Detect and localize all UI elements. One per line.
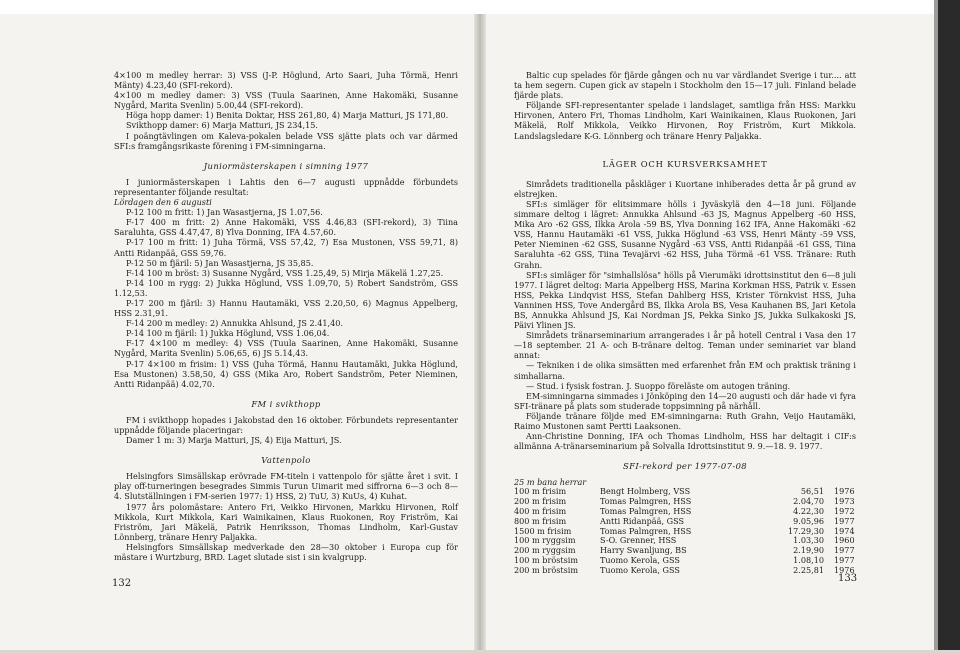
camp-paragraph: Ann-Christine Donning, IFA och Thomas Lindholm, HSS har deltagit i CIF:s allmänna A-tränarseminarium på Solvalla Idrottsinstitut 9. 9.—18. 9. 1977.: [514, 431, 856, 452]
result-line: F-14 200 m medley: 2) Annukka Ahlsund, JS 2.41,40.: [126, 318, 343, 329]
intro-line: I poängtävlingen om Kaleva-pokalen belade VSS sjätte plats och var därmed SFI:s framgångsrikaste förening i FM-simningarna.: [114, 130, 458, 151]
result-line: P-17 100 m fritt: 1) Juha Törmä, VSS 57,42, 7) Esa Mustonen, VSS 59,71, 8) Antti Ridanpää, GSS 59,76.: [114, 237, 458, 258]
vattenpolo-paragraph: Helsingfors Simsällskap medverkade den 28—30 oktober i Europa cup för mästare i Wurtzburg, BRD. Laget slutade sist i sin kvalgrupp.: [114, 541, 458, 563]
result-line: P-12 100 m fritt: 1) Jan Wasastjerna, JS 1.07,56.: [126, 207, 323, 218]
record-holder: S-O. Grenner, HSS: [600, 535, 677, 546]
record-holder: Tuomo Kerola, GSS: [600, 564, 680, 575]
record-time: 2.19,90: [793, 545, 824, 556]
record-event: 100 m frisim: [514, 486, 567, 497]
camp-paragraph: — Stud. i fysisk fostran. J. Suoppo föreläste om autogen träning.: [526, 380, 791, 391]
record-time: 9.05,96: [793, 515, 824, 526]
vattenpolo-paragraph: Helsingfors Simsällskap erövrade FM-titeln i vattenpolo för sjätte året i svit. I play off-turneringen besegrades Simmis Turun Uimarit med siffrorna 6—3 och 8—4. Slutställningen i FM-serien 1977: 1) HSS, 2) TuU, 3) KuUs, 4) Kuhat.: [114, 471, 458, 502]
result-line: P-14 100 m rygg: 2) Jukka Höglund, VSS 1.09,70, 5) Robert Sandström, GSS 1.12,53.: [114, 277, 458, 298]
record-holder: Antti Ridanpää, GSS: [600, 515, 685, 526]
result-line: F-17 400 m fritt: 2) Anne Hakomäki, VSS 4.46,83 (SFI-rekord), 3) Tiina Saraluhta, GSS 4.47,47, 8) Ylva Donning, IFA 4.57,60.: [114, 217, 458, 238]
book-gutter: [474, 14, 486, 654]
right-page: [514, 70, 856, 576]
page-number-left: 132: [112, 578, 132, 589]
record-subheading: 25 m bana herrar: [514, 477, 587, 488]
junior-subheading: Lördagen den 6 augusti: [114, 197, 212, 208]
svikthopp-heading: FM i svikthopp: [251, 398, 321, 409]
record-year: 1977: [834, 545, 855, 556]
record-holder: Tomas Palmgren, HSS: [600, 525, 692, 536]
record-year: 1974: [834, 525, 855, 536]
page-number-right: 133: [838, 573, 858, 584]
camp-paragraph: Följande tränare följde med EM-simningarna: Ruth Grahn, Veijo Hautamäki, Raimo Mustonen samt Pertti Laaksonen.: [514, 410, 856, 431]
record-time: 1.03,30: [793, 535, 824, 546]
record-year: 1976: [834, 564, 855, 575]
intro-line: Höga hopp damer: 1) Benita Doktar, HSS 261,80, 4) Marja Matturi, JS 171,80.: [126, 110, 449, 121]
record-time: 17.29,30: [787, 525, 824, 536]
record-year: 1973: [834, 496, 855, 507]
record-table: [514, 487, 856, 575]
record-year: 1977: [834, 555, 855, 566]
junior-heading: Juniormästerskapen i simning 1977: [203, 160, 369, 171]
record-year: 1960: [834, 535, 855, 546]
record-time: 56,51: [800, 486, 824, 497]
record-year: 1976: [834, 486, 855, 497]
top-paragraph: Följande SFI-representanter spelade i landslaget, samtliga från HSS: Markku Hirvonen, Antero Fri, Thomas Lindholm, Kari Wainikainen, Klaus Ruokonen, Jari Mäkelä, Rolf Mikkola, Veikko Hirvonen, Roy Friström, Kurt Mikkola. Landslagsledare K-G. Lönnberg och tränare Henry Paljakka.: [514, 100, 856, 141]
result-line: F-14 100 m bröst: 3) Susanne Nygård, VSS 1.25,49, 5) Mirja Mäkelä 1.27,25.: [126, 267, 444, 278]
result-line: P-17 4×100 m frisim: 1) VSS (Juha Törmä, Hannu Hautamäki, Jukka Höglund, Esa Mustonen) 3.58,50, 4) GSS (Mika Aro, Robert Sandström, Peter Nieminen, Antti Ridanpää) 4.02,70.: [114, 358, 458, 389]
record-event: 1500 m frisim: [514, 525, 572, 536]
record-year: 1977: [834, 515, 855, 526]
record-holder: Tuomo Kerola, GSS: [600, 555, 680, 566]
record-event: 200 m bröstsim: [514, 564, 579, 575]
record-time: 4.22,30: [793, 506, 824, 517]
result-line: P-17 200 m fjäril: 3) Hannu Hautamäki, VSS 2.20,50, 6) Magnus Appelberg, HSS 2.31,91.: [114, 297, 458, 319]
left-page: [114, 70, 458, 562]
svikthopp-text: FM i svikthopp hopades i Jakobstad den 16 oktober. Förbundets representanter uppnådde följande placeringar:: [114, 414, 458, 435]
record-time: 2.04,70: [793, 496, 824, 507]
bottom-edge: [0, 650, 960, 654]
record-row: [514, 566, 856, 576]
top-paragraph: Baltic cup spelades för fjärde gången och nu var värdlandet Sverige i tur.... att ta hem segern. Cupen gick av stapeln i Stockholm den 15—17 juli. Finland belade fjärde plats.: [514, 70, 856, 101]
intro-line: Svikthopp damer: 6) Marja Matturi, JS 234,15.: [126, 120, 318, 131]
record-time: 2.25,81: [793, 564, 824, 575]
record-event: 800 m frisim: [514, 515, 567, 526]
result-line: F-17 4×100 m medley: 4) VSS (Tuula Saarinen, Anne Hakomäki, Susanne Nygård, Marita Svenlin) 5.06,65, 6) JS 5.14,43.: [114, 338, 458, 359]
camp-paragraph: SFI:s simläger för "simhallslösa" hölls på Vierumäki idrottsinstitut den 6—8 juli 1977. I lägret deltog: Maria Appelberg HSS, Marina Korkman HSS, Patrik v. Essen HSS, Pekka Lindqvist HSS, Stefan Dahlberg HSS, Krister Törnkvist HSS, Juha Vanninen HSS, Tove Andergård BS, Ilkka Arola BS, Vesa Kauhanen BS, Jari Ketola BS, Annukka Ahlsund JS, Kai Nordman JS, Pekka Sinko JS, Jukka Sulkakoski JS, Päivi Ylinen JS.: [514, 269, 856, 331]
intro-line: 4×100 m medley herrar: 3) VSS (J-P. Höglund, Arto Saari, Juha Törmä, Henri Mänty) 4.23,40 (SFI-rekord).: [114, 70, 458, 91]
record-holder: Bengt Holmberg, VSS: [600, 486, 691, 497]
record-year: 1972: [834, 506, 855, 517]
record-event: 400 m frisim: [514, 506, 567, 517]
top-margin: [0, 0, 960, 14]
record-event: 200 m frisim: [514, 496, 567, 507]
result-line: P-14 100 m fjäril: 1) Jukka Höglund, VSS 1.06,04.: [126, 328, 330, 339]
camp-heading: LÄGER OCH KURSVERKSAMHET: [602, 158, 768, 169]
record-event: 100 m ryggsim: [514, 535, 576, 546]
record-time: 1.08,10: [793, 555, 824, 566]
record-holder: Harry Swanljung, BS: [600, 545, 687, 556]
vattenpolo-paragraph: 1977 års polomästare: Antero Fri, Veikko Hirvonen, Markku Hirvonen, Rolf Mikkola, Kurt Mikkola, Kari Wainikainen, Klaus Ruokonen, Roy Friström, Kai Friström, Jari Mäkelä, Patrik Henriksson, Thomas Lindholm, Karl-Gustav Lönnberg, tränare Henry Paljakka.: [114, 501, 458, 542]
camp-paragraph: SFI:s simläger för elitsimmare hölls i Jyväskylä den 4—18 juni. Följande simmare deltog i lägret: Annukka Ahlsund -63 JS, Magnus Appelberg -60 HSS, Mika Aro -62 GSS, Ilkka Arola -59 BS, Ylva Donning 162 IFA, Anne Hakomäki -62 VSS, Hannu Hautamäki -61 VSS, Jukka Höglund -63 VSS, Henri Mänty -59 VSS, Peter Nieminen -62 GSS, Susanne Nygård -63 VSS, Antti Ridanpää -61 GSS, Tiina Saraluhta -62 GSS, Tiina Tevajärvi -62 HSS, Juha Törmä -61 VSS. Tränare: Ruth Grahn.: [514, 198, 856, 270]
record-event: 200 m ryggsim: [514, 545, 576, 556]
svikthopp-result: Damer 1 m: 3) Marja Matturi, JS, 4) Eija Matturi, JS.: [126, 435, 342, 446]
record-holder: Tomas Palmgren, HSS: [600, 496, 692, 507]
record-heading: SFI-rekord per 1977-07-08: [622, 461, 748, 472]
camp-paragraph: EM-simningarna simmades i Jönköping den 14—20 augusti och där hade vi fyra SFI-tränare på plats som studerade toppsimning på närhåll.: [514, 390, 856, 411]
camp-paragraph: — Tekniken i de olika simsätten med erfarenhet från EM och praktisk träning i simhallarna.: [514, 360, 856, 381]
vattenpolo-heading: Vattenpolo: [261, 455, 311, 466]
scan-border: [938, 0, 960, 654]
record-holder: Tomas Palmgren, HSS: [600, 506, 692, 517]
camp-paragraph: Simrådets tränarseminarium arrangerades i år på hotell Central i Vasa den 17—18 september. 21 A- och B-tränare deltog. Teman under seminariet var bland annat:: [514, 330, 856, 361]
camp-paragraph: Simrådets traditionella påskläger i Kuortane inhiberades detta år på grund av elstrejken.: [514, 178, 856, 199]
intro-line: 4×100 m medley damer: 3) VSS (Tuula Saarinen, Anne Hakomäki, Susanne Nygård, Marita Svenlin) 5.00,44 (SFI-rekord).: [114, 90, 458, 111]
junior-intro: I juniormästerskapen i Lahtis den 6—7 augusti uppnådde förbundets representanter följande resultat:: [114, 176, 458, 197]
record-event: 100 m bröstsim: [514, 555, 579, 566]
result-line: P-12 50 m fjäril: 5) Jan Wasastjerna, JS 35,85.: [126, 257, 314, 268]
